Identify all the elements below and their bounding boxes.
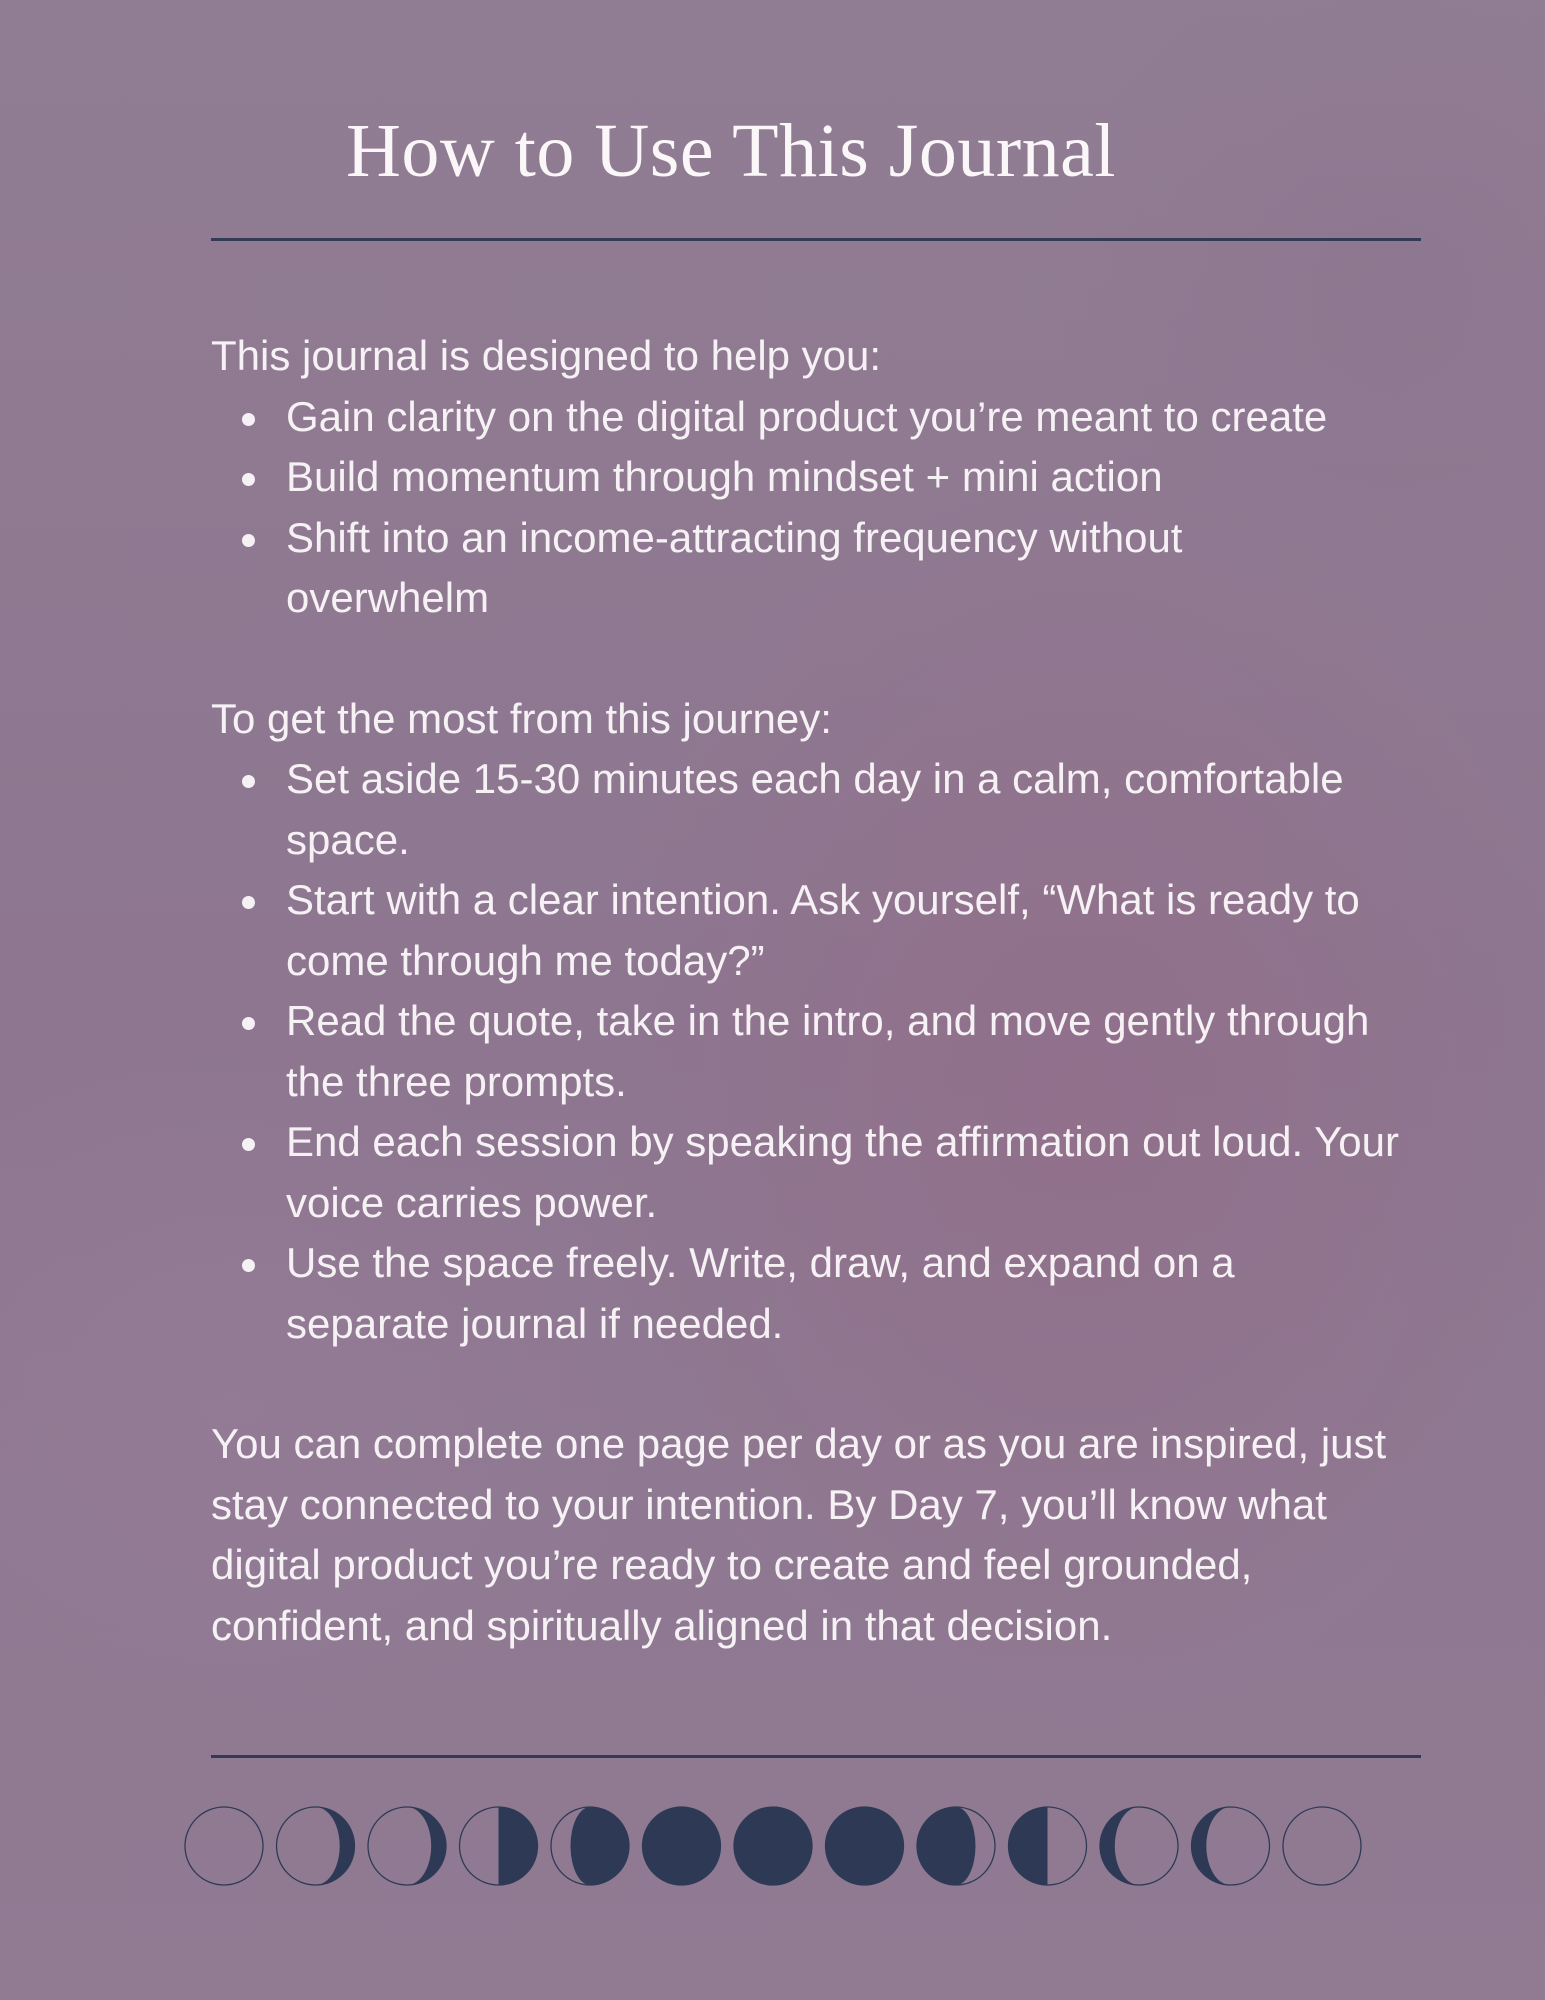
page-title: How to Use This Journal [345, 109, 1117, 193]
list-item: Build momentum through mindset + mini action [286, 447, 1421, 508]
list-item: Use the space freely. Write, draw, and expand on a separate journal if needed. [286, 1233, 1421, 1354]
new-moon-icon [1283, 1807, 1361, 1885]
waxing-gibbous-icon [551, 1807, 629, 1885]
waxing-crescent-icon [368, 1807, 446, 1885]
section2-list [211, 749, 1421, 1354]
last-quarter-icon [1009, 1807, 1087, 1885]
list-item: Shift into an income-attracting frequency without overwhelm [286, 508, 1421, 629]
list-item: Start with a clear intention. Ask yourself, “What is ready to come through me today?” [286, 870, 1421, 991]
moon-phases-row [184, 1805, 1364, 1887]
section2-intro: To get the most from this journey: [211, 694, 832, 742]
full-moon-icon [734, 1807, 812, 1885]
section1-intro: This journal is designed to help you: [211, 332, 882, 379]
spacer [211, 1354, 1421, 1414]
list-item: Read the quote, take in the intro, and move gently through the three prompts. [286, 991, 1421, 1112]
page-body [211, 326, 1421, 1656]
spacer [211, 629, 1421, 689]
top-divider [211, 238, 1421, 241]
first-quarter-icon [460, 1807, 538, 1885]
list-item: End each session by speaking the affirmation out loud. Your voice carries power. [286, 1112, 1421, 1233]
waning-crescent-icon [1100, 1807, 1178, 1885]
list-item: Set aside 15-30 minutes each day in a calm, comfortable space. [286, 749, 1421, 870]
closing-paragraph: You can complete one page per day or as you are inspired, just stay connected to your intention. By Day 7, you’ll know what digital product you’re ready to create and feel grounded, confident, and spiritually aligned in that decision. [211, 1420, 1387, 1649]
waxing-crescent-icon [277, 1807, 355, 1885]
new-moon-icon [185, 1807, 263, 1885]
moon-phases-icon [184, 1805, 1364, 1887]
full-moon-icon [826, 1807, 904, 1885]
list-item: Gain clarity on the digital product you’re meant to create [286, 387, 1421, 448]
section1-list [211, 387, 1421, 629]
waning-gibbous-icon [917, 1807, 995, 1885]
bottom-divider [211, 1755, 1421, 1758]
waning-crescent-icon [1192, 1807, 1270, 1885]
full-moon-icon [643, 1807, 721, 1885]
